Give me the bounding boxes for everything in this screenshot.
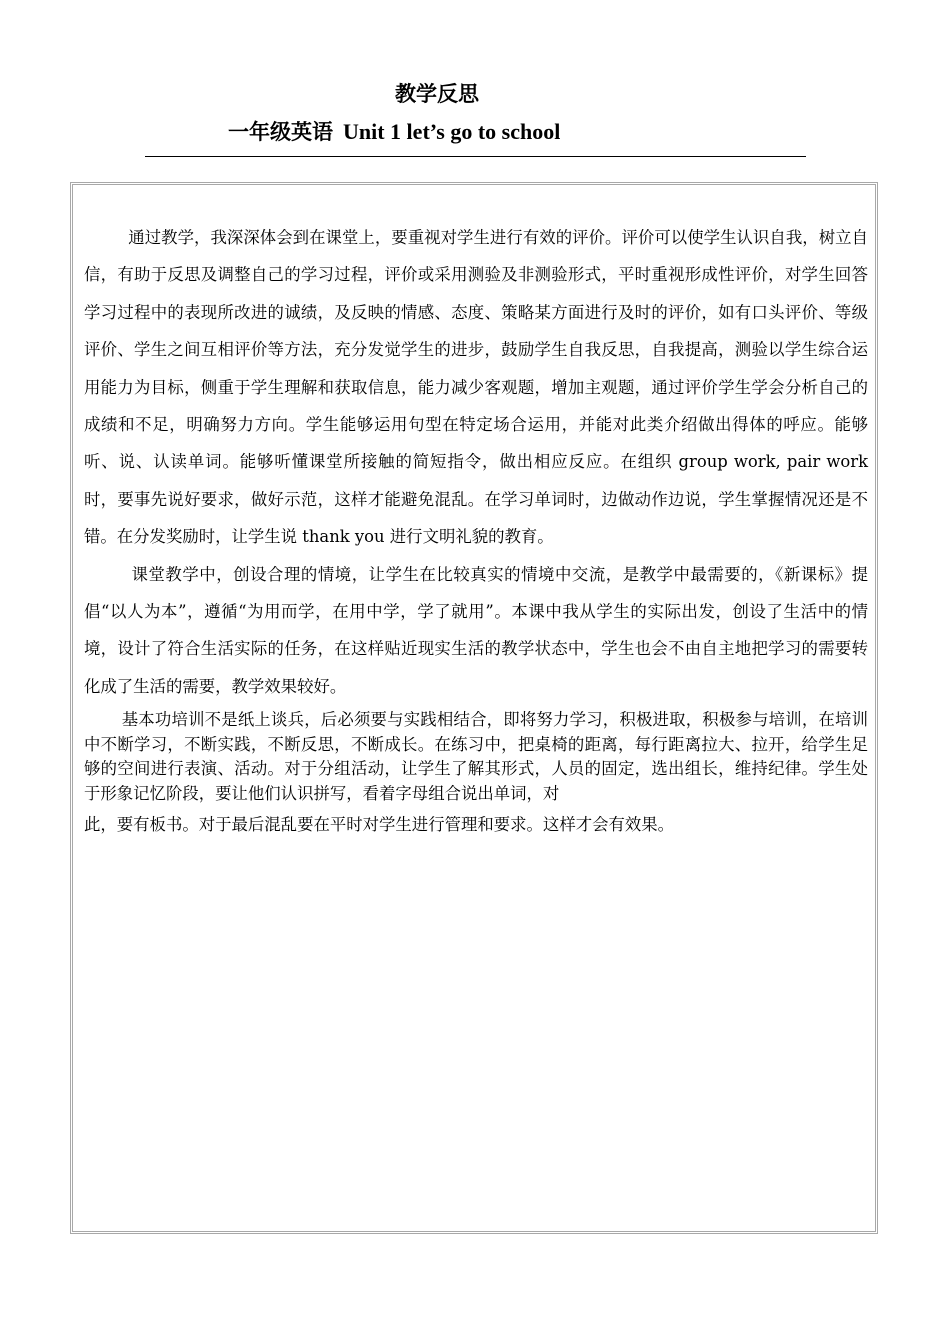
subtitle-grade-subject: 一年级英语 <box>228 120 333 144</box>
header-rule <box>145 156 806 157</box>
subtitle-unit: Unit 1 let’s go to school <box>343 119 561 144</box>
reflection-text <box>84 219 868 843</box>
paragraph-training <box>84 708 868 843</box>
document-title: 教学反思 <box>395 82 479 106</box>
document-subtitle <box>228 117 560 147</box>
paragraph-context: 课堂教学中，创设合理的情境，让学生在比较真实的情境中交流，是教学中最需要的，《新课标》提倡“以人为本”，遵循“为用而学，在用中学，学了就用”。本课中我从学生的实际出发，创设了生活中的情境，设计了符合生活实际的任务，在这样贴近现实生活的教学状态中，学生也会不由自主地把学习的需要转化成了生活的需要，教学效果较好。 <box>84 564 868 696</box>
paragraph-training-body: 基本功培训不是纸上谈兵，后必须要与实践相结合，即将努力学习，积极进取，积极参与培训，在培训中不断学习，不断实践，不断反思，不断成长。在练习中，把桌椅的距离，每行距离拉大、拉开，给学生足够的空间进行表演、活动。对于分组活动，让学生了解其形式，人员的固定，选出组长，维持纪律。学生处于形象记忆阶段，要让他们认识拼写，看着字母组合说出单词，对 <box>84 710 868 803</box>
reflection-box <box>70 182 878 1234</box>
paragraph-training-end: 此，要有板书。对于最后混乱要在平时对学生进行管理和要求。这样才会有效果。 <box>84 814 675 834</box>
paragraph-evaluation: 通过教学，我深深体会到在课堂上，要重视对学生进行有效的评价。评价可以使学生认识自我，树立自信，有助于反思及调整自己的学习过程，评价或采用测验及非测验形式，平时重视形成性评价，对学生回答学习过程中的表现所改进的诚绩，及反映的情感、态度、策略某方面进行及时的评价，如有口头评价、等级评价、学生之间互相评价等方法，充分发觉学生的进步，鼓励学生自我反思，自我提高，测验以学生综合运用能力为目标，侧重于学生理解和获取信息，能力减少客观题，增加主观题，通过评价学生学会分析自己的成绩和不足，明确努力方向。学生能够运用句型在特定场合运用，并能对此类介绍做出得体的呼应。能够听、说、认读单词。能够听懂课堂所接触的简短指令，做出相应反应。在组织 group work, pair work 时，要事先说好要求，做好示范，这样才能避免混乱。在学习单词时，边做动作边说，学生掌握情况还是不错。在分发奖励时，让学生说 thank you 进行文明礼貌的教育。 <box>84 228 868 547</box>
